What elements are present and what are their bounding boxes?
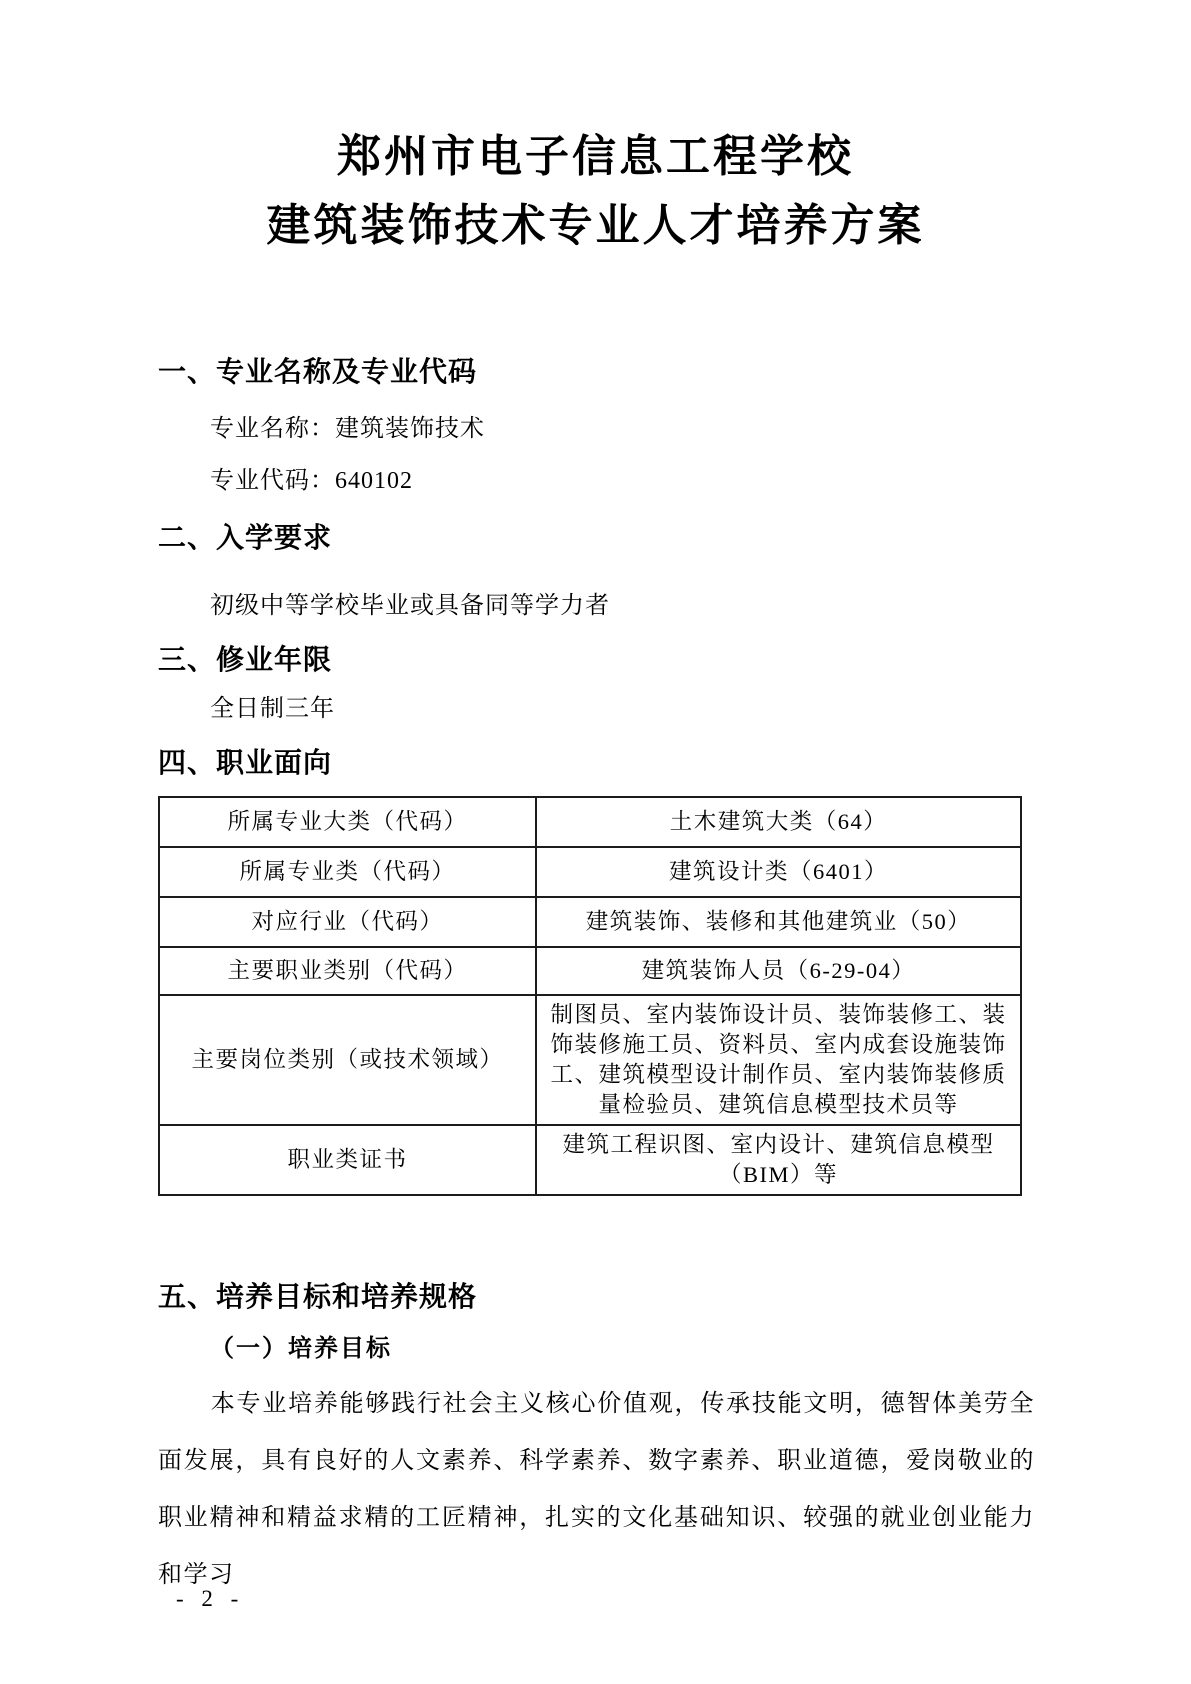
row-label-occupation-category: 主要职业类别（代码） — [159, 947, 536, 995]
section-1-heading: 一、专业名称及专业代码 — [158, 356, 478, 387]
section-2-heading: 二、入学要求 — [158, 522, 333, 553]
study-duration-line: 全日制三年 — [210, 696, 335, 722]
section-3-heading: 三、修业年限 — [158, 644, 333, 675]
title-line-1: 郑州市电子信息工程学校 — [337, 132, 854, 181]
row-label-job-positions: 主要岗位类别（或技术领域） — [159, 995, 536, 1125]
section-5-heading: 五、培养目标和培养规格 — [158, 1281, 478, 1312]
major-name-line: 专业名称：建筑装饰技术 — [210, 416, 485, 442]
row-value-major-class: 建筑设计类（6401） — [536, 847, 1021, 897]
table-row — [159, 797, 1021, 847]
row-value-occupation-category: 建筑装饰人员（6-29-04） — [536, 947, 1021, 995]
training-goal-subheading: （一）培养目标 — [210, 1336, 392, 1362]
career-orientation-table — [158, 796, 1022, 1196]
table-row — [159, 897, 1021, 947]
table-row — [159, 847, 1021, 897]
row-label-certificates: 职业类证书 — [159, 1125, 536, 1195]
document-title — [0, 0, 1191, 260]
table-row — [159, 947, 1021, 995]
page-number: - 2 - — [176, 1586, 245, 1611]
row-value-major-category: 土木建筑大类（64） — [536, 797, 1021, 847]
section-4-heading: 四、职业面向 — [158, 747, 333, 778]
row-value-industry: 建筑装饰、装修和其他建筑业（50） — [536, 897, 1021, 947]
training-goal-paragraph: 本专业培养能够践行社会主义核心价值观，传承技能文明，德智体美劳全面发展，具有良好的人文素养、科学素养、数字素养、职业道德，爱岗敬业的职业精神和精益求精的工匠精神，扎实的文化基础知识、较强的就业创业能力和学习 — [158, 1391, 1035, 1588]
row-value-certificates: 建筑工程识图、室内设计、建筑信息模型（BIM）等 — [536, 1125, 1021, 1195]
table-row — [159, 1125, 1021, 1195]
enrollment-requirement-line: 初级中等学校毕业或具备同等学力者 — [210, 593, 610, 619]
row-label-major-class: 所属专业类（代码） — [159, 847, 536, 897]
table-row — [159, 995, 1021, 1125]
row-label-major-category: 所属专业大类（代码） — [159, 797, 536, 847]
title-line-2: 建筑装饰技术专业人才培养方案 — [266, 201, 925, 250]
row-label-industry: 对应行业（代码） — [159, 897, 536, 947]
row-value-job-positions: 制图员、室内装饰设计员、装饰装修工、装饰装修施工员、资料员、室内成套设施装饰工、建筑模型设计制作员、室内装饰装修质量检验员、建筑信息模型技术员等 — [536, 995, 1021, 1125]
major-code-line: 专业代码：640102 — [210, 468, 413, 494]
document-body — [158, 355, 1035, 1604]
